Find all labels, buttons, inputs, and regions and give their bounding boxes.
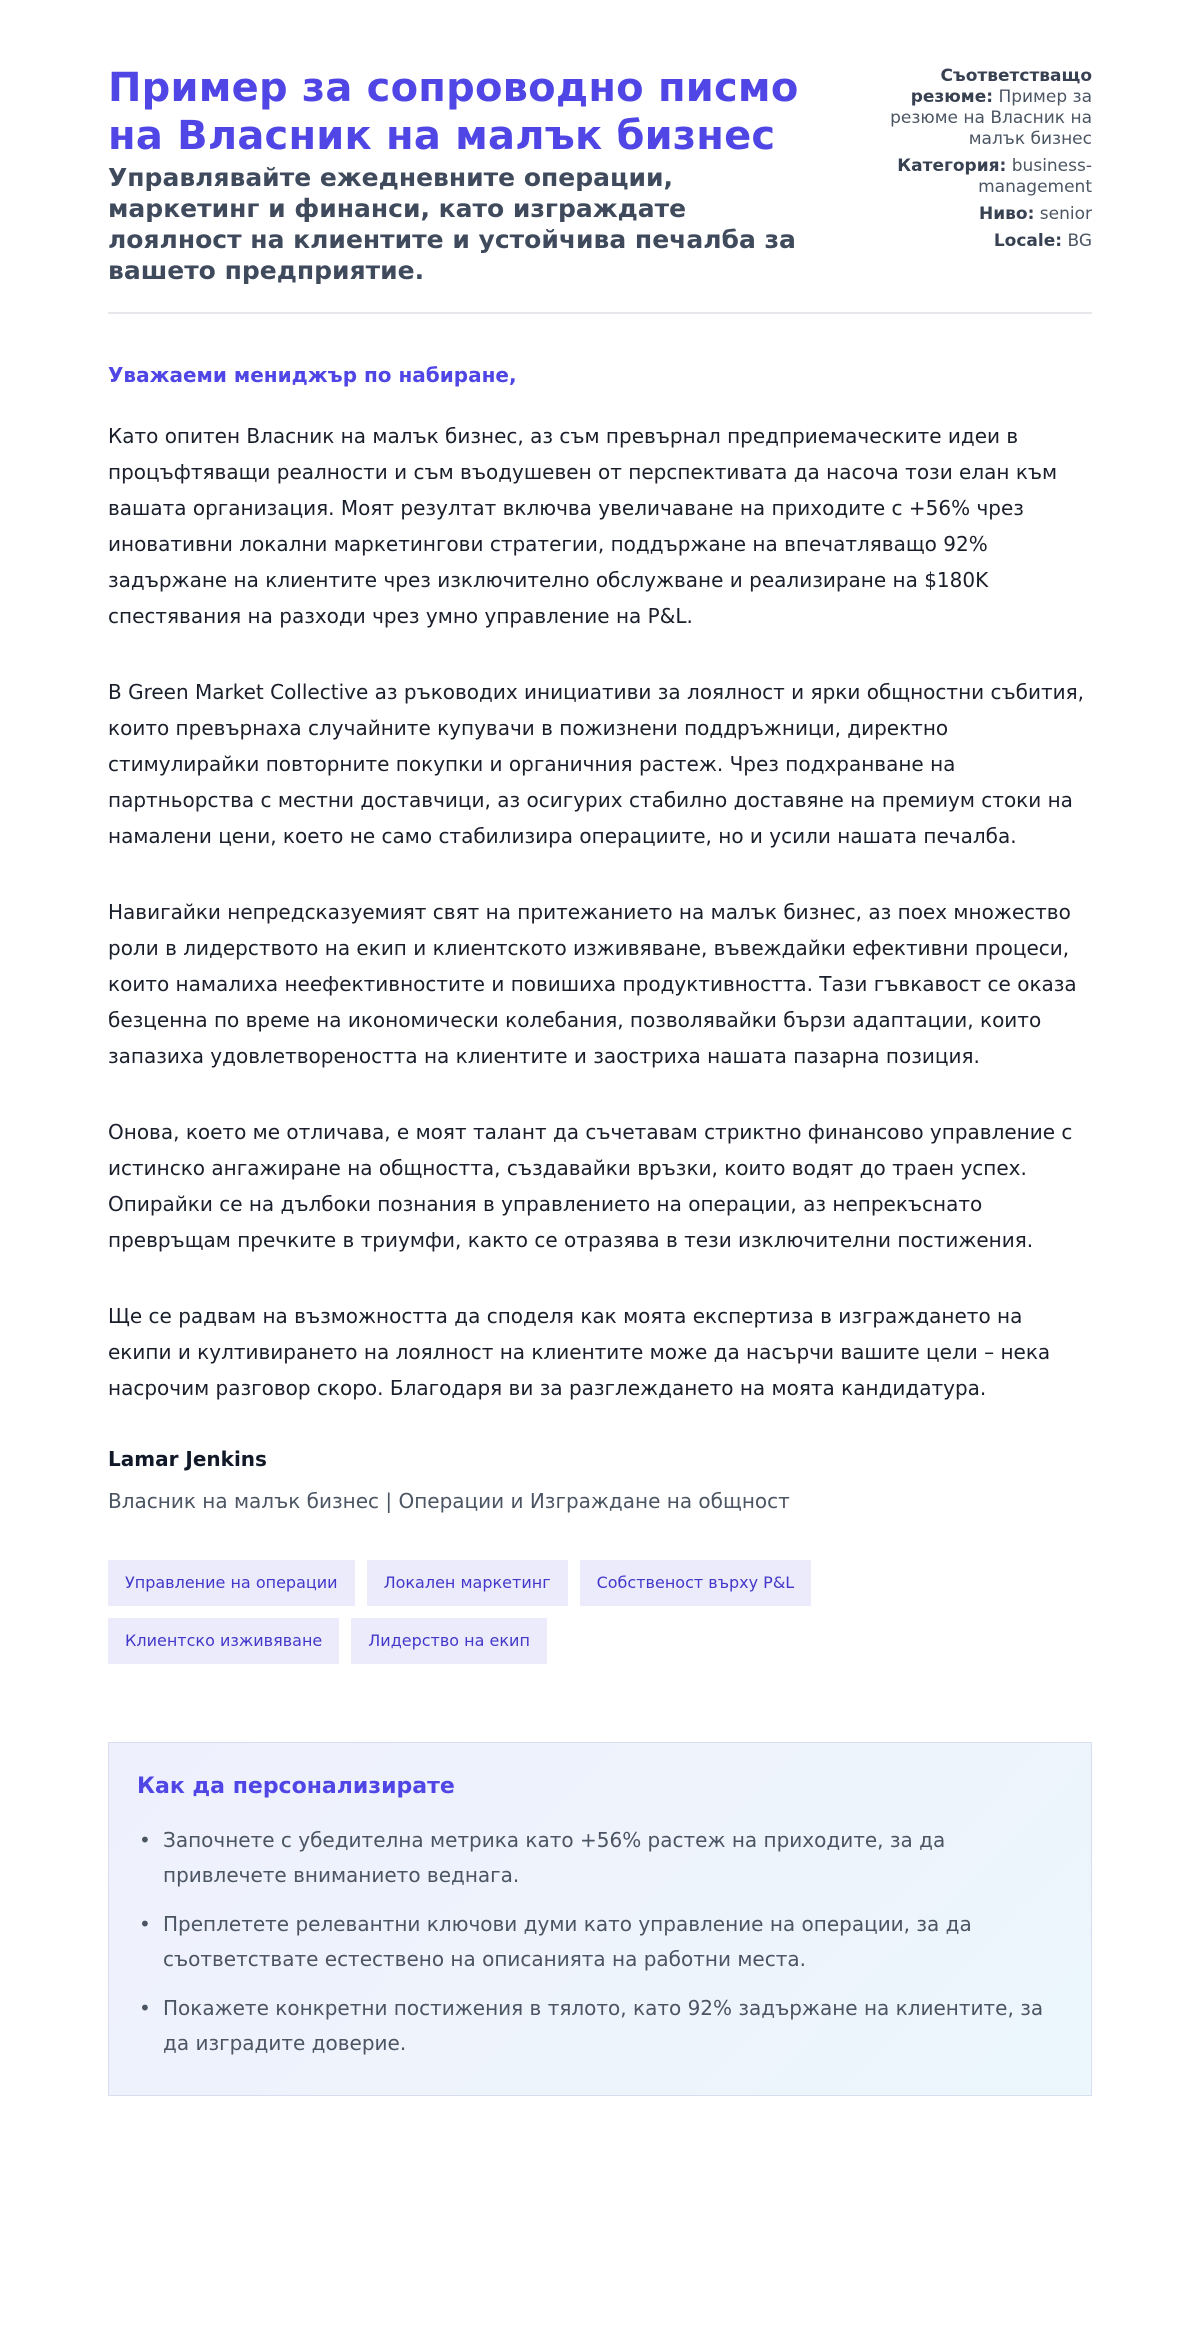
tip-item bbox=[137, 1823, 1063, 1893]
tip-text: Преплетете релевантни ключови думи като управление на операции, за да съответствате естествено на описанията на работни места. bbox=[163, 1912, 972, 1971]
tip-text: Покажете конкретни постижения в тялото, като 92% задържане на клиентите, за да изградите доверие. bbox=[163, 1996, 1044, 2055]
letter-paragraph: Навигайки непредсказуемият свят на притежанието на малък бизнес, аз поех множество роли в лидерството на екип и клиентското изживяване, въвеждайки ефективни процеси, които намалиха неефективностите и повишиха продуктивността. Тази гъвкавост се оказа безценна по време на икономически колебания, позволявайки бързи адаптации, които запазиха удовлетвореността на клиентите и заостриха нашата пазарна позиция. bbox=[108, 900, 1077, 1068]
meta-level-value: senior bbox=[1039, 204, 1092, 224]
signature-role: Власник на малък бизнес | Операции и Изграждане на общност bbox=[108, 1489, 790, 1513]
meta-resume bbox=[872, 66, 1092, 150]
page-title: Пример за сопроводно писмо на Власник на малък бизнес bbox=[108, 65, 799, 159]
signature-name: Lamar Jenkins bbox=[108, 1447, 267, 1471]
tip-item bbox=[137, 1991, 1063, 2061]
metadata-panel bbox=[872, 66, 1092, 258]
document-header bbox=[108, 0, 1092, 314]
cover-letter-page bbox=[108, 0, 1092, 2096]
meta-resume-label: Съответстващо резюме: bbox=[910, 66, 1092, 107]
skill-tag: Собственост върху P&L bbox=[580, 1560, 812, 1606]
letter-content bbox=[108, 362, 1092, 1406]
customization-tips-box bbox=[108, 1742, 1092, 2096]
letter-paragraph: Като опитен Власник на малък бизнес, аз съм превърнал предприемаческите идеи в процъфтяващи реалности и съм въодушевен от перспективата да насоча този елан към вашата организация. Моят резултат включва увеличаване на приходите с +56% чрез иновативни локални маркетингови стратегии, поддържане на впечатляващо 92% задържане на клиентите чрез изключително обслужване и реализиране на $180K спестявания на разходи чрез умно управление на P&L. bbox=[108, 424, 1058, 628]
meta-locale bbox=[872, 231, 1092, 252]
meta-category-label: Категория: bbox=[897, 156, 1007, 176]
letter-paragraph: В Green Market Collective аз ръководих инициативи за лоялност и ярки общностни събития, които превърнаха случайните купувачи в пожизнени поддръжници, директно стимулирайки повторните покупки и органичния растеж. Чрез подхранване на партньорства с местни доставчици, аз осигурих стабилно доставяне на премиум стоки на намалени цени, което не само стабилизира операциите, но и усили нашата печалба. bbox=[108, 680, 1084, 848]
letter-body bbox=[108, 418, 1092, 1406]
tips-title: Как да персонализирате bbox=[137, 1774, 455, 1799]
tips-list bbox=[137, 1823, 1063, 2061]
tip-text: Започнете с убедителна метрика като +56% растеж на приходите, за да привлечете вниманието веднага. bbox=[163, 1828, 946, 1887]
bullet-icon: • bbox=[139, 1912, 151, 1936]
meta-category-value: business-management bbox=[978, 156, 1092, 197]
meta-category bbox=[872, 156, 1092, 198]
skill-tag: Клиентско изживяване bbox=[108, 1618, 339, 1664]
meta-locale-value: BG bbox=[1067, 231, 1092, 251]
salutation: Уважаеми мениджър по набиране, bbox=[108, 363, 517, 387]
meta-level-label: Ниво: bbox=[979, 204, 1035, 224]
meta-resume-value: Пример за резюме на Власник на малък бизнес bbox=[890, 87, 1092, 149]
skill-tags bbox=[108, 1560, 868, 1676]
page-subtitle: Управлявайте ежедневните операции, маркетинг и финанси, като изграждате лоялност на клиентите и устойчива печалба за вашето предприятие. bbox=[108, 163, 796, 285]
letter-paragraph: Онова, което ме отличава, е моят талант да съчетавам стриктно финансово управление с истинско ангажиране на общността, създавайки връзки, които водят до траен успех. Опирайки се на дълбоки познания в управлението на операции, аз непрекъснато превръщам пречките в триумфи, както се отразява в тези изключителни постижения. bbox=[108, 1120, 1073, 1252]
letter-paragraph: Ще се радвам на възможността да споделя как моята експертиза в изграждането на екипи и култивирането на лоялност на клиентите може да насърчи вашите цели – нека насрочим разговор скоро. Благодаря ви за разглеждането на моята кандидатура. bbox=[108, 1304, 1051, 1400]
skill-tag: Локален маркетинг bbox=[367, 1560, 568, 1606]
meta-locale-label: Locale: bbox=[993, 231, 1063, 251]
meta-level bbox=[872, 204, 1092, 225]
signature-block bbox=[108, 1446, 1092, 1514]
bullet-icon: • bbox=[139, 1996, 151, 2020]
bullet-icon: • bbox=[139, 1828, 151, 1852]
tip-item bbox=[137, 1907, 1063, 1977]
skill-tag: Лидерство на екип bbox=[351, 1618, 547, 1664]
skill-tag: Управление на операции bbox=[108, 1560, 355, 1606]
